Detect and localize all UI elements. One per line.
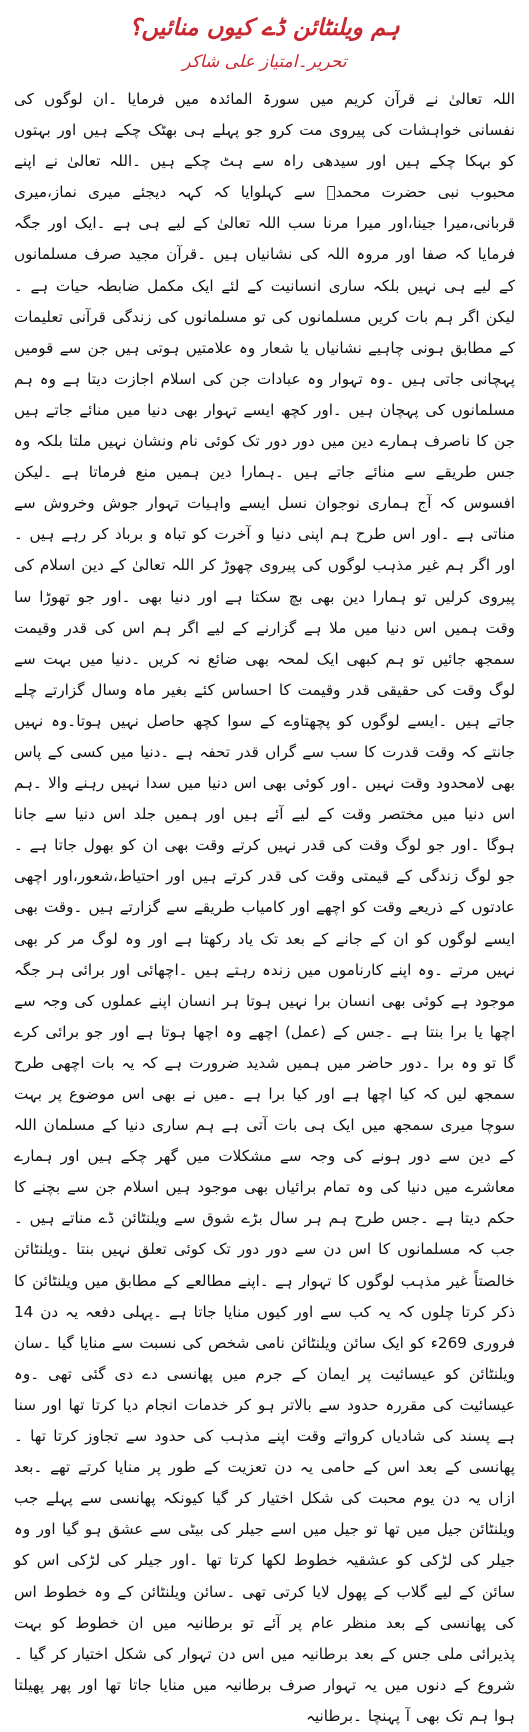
article-title: ہم ویلنٹائن ڈے کیوں منائیں؟ [129, 15, 400, 41]
article-body: اللہ تعالیٰ نے قرآن کریم میں سورۃ المائدہ میں فرمایا ۔ان لوگوں کی نفسانی خواہشات کی پیروی مت کرو جو پہلے ہی بھٹک چکے ہیں اور بہتوں کو بہکا چکے ہیں اور سیدھی راہ سے ہٹ چکے ہیں ۔اللہ تعالیٰ نے اپنے محبوب نبی حضرت محمدؐ سے کہلوایا کہ کہہ دیجئے میری نماز،میری قربانی،میرا جینا،اور میرا مرنا سب اللہ تعالیٰ کے لیے ہی ہے ۔ایک اور جگہ فرمایا کہ صفا اور مروہ اللہ کی نشانیاں ہیں ۔قرآن مجید صرف مسلمانوں کے لیے ہی نہیں بلکہ ساری انسانیت کے لئے ایک مکمل ضابطہ حیات ہے ۔لیکن اگر ہم بات کریں مسلمانوں کی تو مسلمانوں کی زندگی قرآنی تعلیمات کے مطابق ہونی چاہیے نشانیاں یا شعار وہ علامتیں ہوتی ہیں جن سے قومیں پہچانی جاتی ہیں ۔وہ تہوار وہ عبادات جن کی اسلام اجازت دیتا ہے وہ ہم مسلمانوں کی پہچان ہیں ۔اور کچھ ایسے تہوار بھی دنیا میں منائے جاتے ہیں جن کا ناصرف ہمارے دین میں دور دور تک کوئی نام ونشان نہیں ملتا بلکہ وہ جس طریقے سے منائے جاتے ہیں ۔ہمارا دین ہمیں منع فرماتا ہے ۔لیکن افسوس کہ آج ہماری نوجوان نسل ایسے واہیات تہوار جوش وخروش سے مناتی ہے ۔اور اس طرح ہم اپنی دنیا و آخرت کو تباہ و برباد کر رہے ہیں ۔اور اگر ہم غیر مذہب لوگوں کی پیروی چھوڑ کر اللہ تعالیٰ کے دین اسلام کی پیروی کرلیں تو ہمارا دین بھی بچ سکتا ہے اور دنیا بھی ۔اور جو تھوڑا سا وقت ہمیں اس دنیا میں ملا ہے گزارنے کے لیے اگر ہم اس کی قدر وقیمت سمجھ جائیں تو ہم کبھی ایک لمحہ بھی ضائع نہ کریں ۔دنیا میں بہت سے لوگ وقت کی حقیقی قدر وقیمت کا احساس کئے بغیر ماہ وسال گزارتے چلے جاتے ہیں ۔ایسے لوگوں کو پچھتاوے کے سوا کچھ حاصل نہیں ہوتا۔وہ نہیں جانتے کہ وقت قدرت کا سب سے گراں قدر تحفہ ہے ۔دنیا میں کسی کے پاس بھی لامحدود وقت نہیں ۔اور کوئی بھی اس دنیا میں سدا نہیں رہنے والا ۔ہم اس دنیا میں مختصر وقت کے لیے آئے ہیں اور ہمیں جلد اس دنیا سے جانا ہوگا ۔اور جو لوگ وقت کی قدر نہیں کرتے وقت بھی ان کو بھول جاتا ہے ۔جو لوگ زندگی کے قیمتی وقت کی قدر کرتے ہیں اور احتیاط،شعور،اور اچھی عادتوں کے ذریعے وقت کو اچھے اور کامیاب طریقے سے گزارتے ہیں ۔وقت بھی ایسے لوگوں کو ان کے جانے کے بعد تک یاد رکھتا ہے اور وہ لوگ مر کر بھی نہیں مرتے ۔وہ اپنے کارناموں میں زندہ رہتے ہیں ۔اچھائی اور برائی ہر جگہ موجود ہے کوئی بھی انسان برا نہیں ہوتا ہر انسان اپنے عملوں کی وجہ سے اچھا یا برا بنتا ہے ۔جس کے (عمل) اچھے وہ اچھا ہوتا ہے اور جو برائی کرے گا تو وہ برا ۔دور حاضر میں ہمیں شدید ضرورت ہے کہ یہ بات اچھی طرح سمجھ لیں کہ کیا اچھا ہے اور کیا برا ہے ۔میں نے بھی اس موضوع پر بہت سوچا میری سمجھ میں ایک ہی بات آتی ہے ہم ساری دنیا کے مسلمان اللہ کے دین سے دور ہونے کی وجہ سے مشکلات میں گھر چکے ہیں اور ہمارے معاشرے میں دنیا کی وہ تمام برائیاں بھی موجود ہیں اسلام جن سے بچنے کا حکم دیتا ہے ۔جس طرح ہم ہر سال بڑے شوق سے ویلنٹائن ڈے مناتے ہیں ۔جب کہ مسلمانوں کا اس دن سے دور دور تک کوئی تعلق نہیں بنتا ۔ویلنٹائن خالصتاً غیر مذہب لوگوں کا تہوار ہے ۔اپنے مطالعے کے مطابق میں ویلنٹائن کا ذکر کرتا چلوں کہ یہ کب سے اور کیوں منایا جاتا ہے ۔پہلی دفعہ یہ دن 14 فروری 269ء کو ایک سائن ویلنٹائن نامی شخص کی نسبت سے منایا گیا ۔سان ویلنٹائن کو عیسائیت پر ایمان کے جرم میں پھانسی دے دی گئی تھی ۔وہ عیسائیت کی مقررہ حدود سے بالاتر ہو کر خدمات انجام دیا کرتا تھا اور سنا ہے پسند کی شادیاں کرواتے وقت اپنے مذہب کی حدود سے تجاوز کرتا تھا ۔پھانسی کے بعد اس کے حامی یہ دن تعزیت کے طور پر منایا کرتے تھے ۔بعد ازاں یہ دن یوم محبت کی شکل اختیار کر گیا کیونکہ پھانسی سے پہلے جب ویلنٹائن جیل میں تھا تو جیل میں اسے جیلر کی بیٹی سے عشق ہو گیا اور وہ جیلر کی لڑکی کو عشقیہ خطوط لکھا کرتا تھا ۔اور جیلر کی لڑکی اس کو سائن کے لیے گلاب کے پھول لایا کرتی تھی ۔سائن ویلنٹائن کے وہ خطوط اس کی پھانسی کے بعد منظر عام پر آئے تو برطانیہ میں ان خطوط کو بہت پذیرائی ملی جس کے بعد برطانیہ میں اس دن تہوار کی شکل اختیار کر گیا ۔شروع کے دنوں میں یہ تہوار صرف برطانیہ میں منایا جاتا تھا اور پھر پھیلتا ہوا ہم تک بھی آ پہنچا ۔برطانیہ [14, 90, 515, 1725]
article-byline: تحریر۔امتیاز علی شاکر [182, 52, 347, 72]
